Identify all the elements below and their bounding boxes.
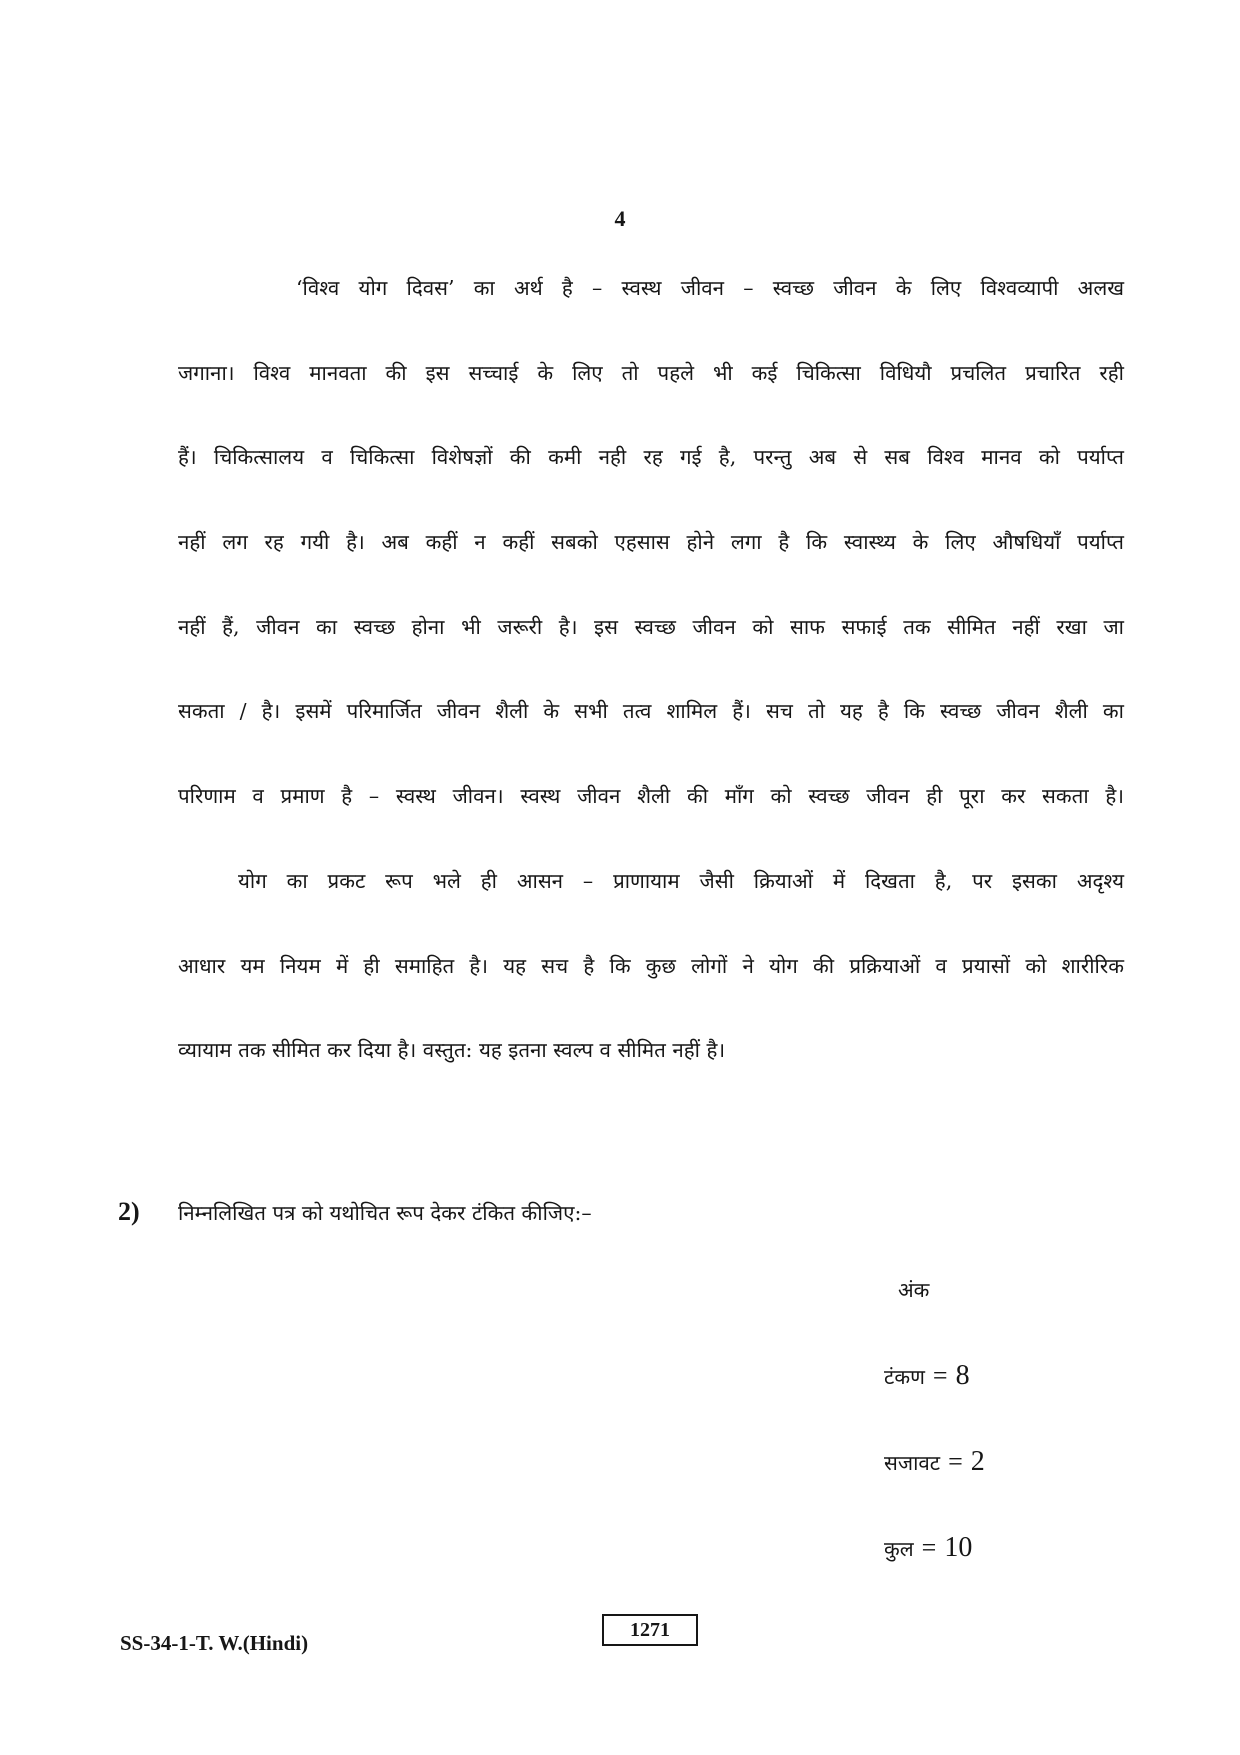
equals-sign: = bbox=[932, 1361, 948, 1390]
passage-line: नहीं लग रह गयी है। अब कहीं न कहीं सबको एहसास होने लगा है कि स्वास्थ्य के लिए औषधियाँ पर्याप्त bbox=[178, 530, 1124, 555]
marks-label: कुल bbox=[884, 1537, 914, 1561]
marks-label: सजावट bbox=[884, 1451, 941, 1475]
passage-line: योग का प्रकट रूप भले ही आसन – प्राणायाम जैसी क्रियाओं में दिखता है, पर इसका अदृश्य bbox=[238, 868, 1124, 893]
marks-row bbox=[884, 1442, 985, 1485]
passage-line: हैं। चिकित्सालय व चिकित्सा विशेषज्ञों की कमी नही रह गई है, परन्तु अब से सब विश्व मानव को पर्याप्त bbox=[178, 445, 1124, 470]
equals-sign: = bbox=[948, 1447, 963, 1476]
marks-value: 10 bbox=[944, 1532, 973, 1563]
passage-line: व्यायाम तक सीमित कर दिया है। वस्तुत: यह इतना स्वल्प व सीमित नहीं है। bbox=[178, 1038, 726, 1063]
marks-row bbox=[884, 1356, 970, 1399]
passage-line: जगाना। विश्व मानवता की इस सच्चाई के लिए तो पहले भी कई चिकित्सा विधियौ प्रचलित प्रचारित रही bbox=[178, 360, 1124, 385]
passage-line: परिणाम व प्रमाण है – स्वस्थ जीवन। स्वस्थ जीवन शैली की माँग को स्वच्छ जीवन ही पूरा कर सकता है। bbox=[178, 784, 1124, 809]
paper-code: SS-34-1-T. W.(Hindi) bbox=[120, 1631, 309, 1655]
equals-sign: = bbox=[921, 1533, 937, 1562]
marks-row bbox=[884, 1528, 972, 1571]
marks-value: 2 bbox=[970, 1446, 985, 1477]
passage-line: ‘विश्व योग दिवस’ का अर्थ है – स्वस्थ जीवन – स्वच्छ जीवन के लिए विश्वव्यापी अलख bbox=[296, 276, 1124, 300]
paper-number-box: 1271 bbox=[602, 1614, 698, 1646]
passage-line: सकता / है। इसमें परिमार्जित जीवन शैली के सभी तत्व शामिल हैं। सच तो यह है कि स्वच्छ जीवन शैली का bbox=[178, 699, 1124, 724]
marks-heading: अंक bbox=[898, 1278, 930, 1302]
marks-label: टंकण bbox=[884, 1365, 925, 1389]
passage-line: नहीं हैं, जीवन का स्वच्छ होना भी जरूरी है। इस स्वच्छ जीवन को साफ सफाई तक सीमित नहीं रखा जा bbox=[178, 614, 1124, 639]
question-2 bbox=[118, 1192, 592, 1232]
passage bbox=[178, 268, 1124, 1115]
question-number: 2) bbox=[118, 1197, 140, 1226]
passage-line: आधार यम नियम में ही समाहित है। यह सच है कि कुछ लोगों ने योग की प्रक्रियाओं व प्रयासों को शारीरिक bbox=[178, 953, 1124, 978]
question-text: निम्नलिखित पत्र को यथोचित रूप देकर टंकित कीजिए:– bbox=[178, 1201, 592, 1225]
page-number: 4 bbox=[614, 206, 626, 231]
marks-value: 8 bbox=[955, 1360, 970, 1391]
